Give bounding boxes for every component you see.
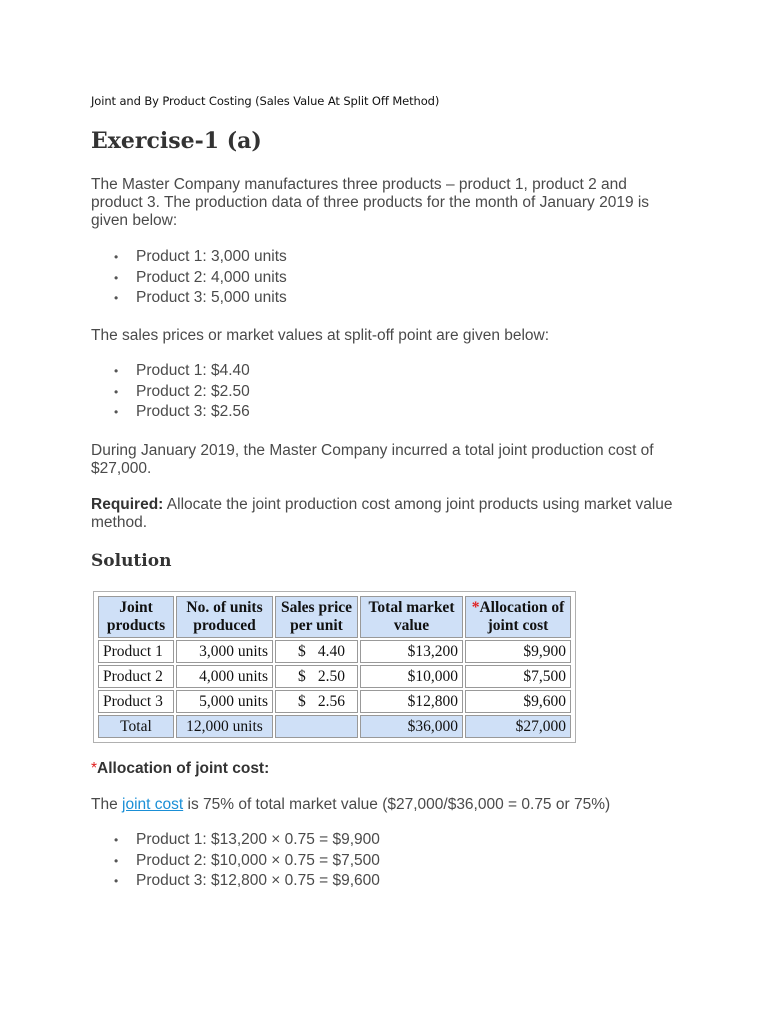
currency-symbol: $ (298, 692, 306, 710)
asterisk-mark: * (91, 760, 98, 777)
list-item: • Product 2: $10,000 × 0.75 = $7,500 (91, 851, 380, 872)
price-value: 2.56 (317, 692, 345, 710)
joint-cost-link[interactable]: joint cost (122, 796, 184, 813)
required-label: Required: (91, 496, 164, 513)
market-value-cell: $13,200 (360, 640, 463, 663)
header-sales-price: Sales price per unit (275, 596, 358, 638)
price-cell (275, 640, 358, 663)
prices-list (91, 361, 250, 423)
allocation-heading (91, 760, 269, 778)
market-value-cell: $10,000 (360, 665, 463, 688)
allocation-cell: $7,500 (465, 665, 571, 688)
list-item: • Product 1: $13,200 × 0.75 = $9,900 (91, 830, 380, 851)
units-cell: 5,000 units (176, 690, 273, 713)
solution-heading: Solution (91, 551, 172, 571)
solution-table-frame (93, 591, 576, 743)
table-row (98, 665, 571, 688)
total-label-cell: Total (98, 715, 174, 738)
table-total-row (98, 715, 571, 738)
product-cell: Product 2 (98, 665, 174, 688)
header-joint-products: Joint products (98, 596, 174, 638)
units-cell: 4,000 units (176, 665, 273, 688)
asterisk-mark: * (471, 599, 480, 616)
list-item: • Product 3: $2.56 (91, 402, 250, 423)
product-cell: Product 1 (98, 640, 174, 663)
intro-paragraph: The Master Company manufactures three products – product 1, product 2 and product 3. The production data of three products for the month of January 2019 is given below: (91, 176, 650, 229)
allocation-heading-text: Allocation of joint cost: (97, 760, 270, 777)
allocation-cell: $9,600 (465, 690, 571, 713)
table-row (98, 690, 571, 713)
table-row (98, 640, 571, 663)
list-item: • Product 2: 4,000 units (91, 268, 287, 289)
ratio-prefix: The (91, 796, 123, 813)
document-title: Joint and By Product Costing (Sales Value At Split Off Method) (91, 94, 440, 108)
total-allocation-cell: $27,000 (465, 715, 571, 738)
allocation-cell: $9,900 (465, 640, 571, 663)
price-cell (275, 665, 358, 688)
calculation-list (91, 830, 380, 892)
product-cell: Product 3 (98, 690, 174, 713)
ratio-paragraph (91, 796, 676, 814)
price-cell (275, 690, 358, 713)
list-item: • Product 1: 3,000 units (91, 247, 287, 268)
header-total-market-value: Total market value (360, 596, 463, 638)
required-paragraph (91, 496, 676, 532)
ratio-suffix: is 75% of total market value ($27,000/$36,000 = 0.75 or 75%) (183, 796, 611, 813)
table-header-row (98, 596, 571, 638)
units-cell: 3,000 units (176, 640, 273, 663)
total-units-cell: 12,000 units (176, 715, 273, 738)
cost-paragraph: During January 2019, the Master Company incurred a total joint production cost of $27,000. (91, 442, 654, 477)
header-allocation: Allocation of joint cost (479, 599, 565, 634)
total-market-value-cell: $36,000 (360, 715, 463, 738)
currency-symbol: $ (298, 667, 306, 685)
list-item: • Product 3: 5,000 units (91, 288, 287, 309)
total-price-cell (275, 715, 358, 738)
list-item: • Product 2: $2.50 (91, 382, 250, 403)
list-item: • Product 1: $4.40 (91, 361, 250, 382)
header-units-produced: No. of units produced (176, 596, 273, 638)
units-list (91, 247, 287, 309)
required-text: Allocate the joint production cost among joint products using market value method. (91, 496, 673, 531)
list-item: • Product 3: $12,800 × 0.75 = $9,600 (91, 871, 380, 892)
price-value: 4.40 (317, 642, 345, 660)
solution-table (96, 594, 573, 740)
market-value-cell: $12,800 (360, 690, 463, 713)
header-allocation-cell (465, 596, 571, 638)
price-value: 2.50 (317, 667, 345, 685)
exercise-heading: Exercise-1 (a) (91, 128, 262, 154)
currency-symbol: $ (298, 642, 306, 660)
prices-intro-paragraph: The sales prices or market values at split-off point are given below: (91, 327, 550, 344)
